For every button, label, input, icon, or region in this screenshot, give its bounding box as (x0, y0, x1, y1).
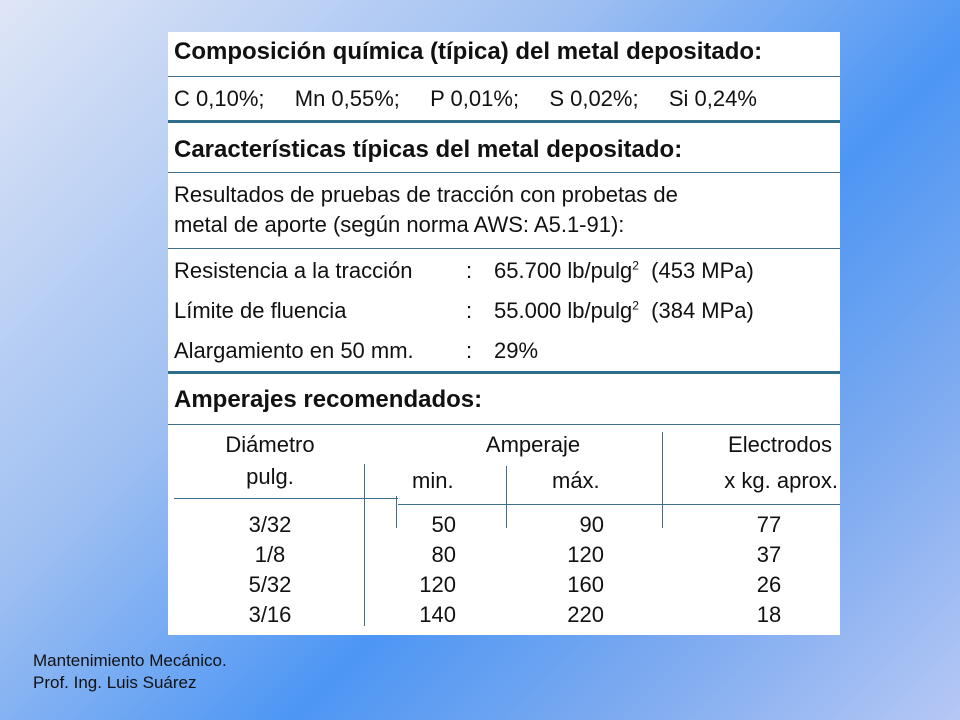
element-s: S 0,02%; (549, 86, 639, 111)
table-rule (398, 504, 840, 505)
element-si: Si 0,24% (668, 86, 757, 111)
table-cell: 50 (431, 512, 456, 537)
table-cell: 77 (756, 512, 782, 537)
property-exponent: 2 (632, 298, 639, 313)
property-colon: : (466, 298, 473, 323)
divider (168, 76, 840, 77)
table-cell: 18 (756, 602, 782, 627)
property-label: Resistencia a la tracción (174, 258, 413, 283)
footer-author: Prof. Ing. Luis Suárez (33, 673, 197, 692)
table-cell: 3/32 (248, 512, 292, 537)
property-metric: (453 MPa) (651, 258, 754, 283)
divider-thick (168, 120, 840, 123)
table-cell: 3/16 (248, 602, 292, 627)
amperages-heading: Amperajes recomendados: (174, 386, 483, 413)
divider (168, 248, 840, 249)
property-value (494, 338, 538, 364)
characteristics-heading: Características típicas del metal depositado: (174, 136, 683, 163)
divider (168, 424, 840, 425)
table-rule (662, 432, 663, 528)
electrodes-column (742, 510, 796, 630)
table-rule (174, 498, 390, 499)
table-cell: 120 (419, 572, 456, 597)
diameter-column (208, 510, 332, 630)
property-metric: (384 MPa) (651, 298, 754, 323)
property-value-text: 65.700 lb/pulg (494, 258, 633, 283)
table-cell: 37 (756, 542, 782, 567)
table-cell: 120 (567, 542, 604, 567)
table-cell: 1/8 (254, 542, 286, 567)
element-mn: Mn 0,55%; (294, 86, 400, 111)
header-electrodes: Electrodos (728, 432, 832, 457)
table-rule (364, 464, 365, 626)
footer-course: Mantenimiento Mecánico. (33, 651, 227, 670)
tensile-intro-line2: metal de aporte (según norma AWS: A5.1-91): (174, 212, 625, 237)
table-cell: 90 (579, 512, 604, 537)
tensile-intro-line1: Resultados de pruebas de tracción con probetas de (174, 182, 678, 207)
composition-values (174, 86, 757, 112)
table-rule (390, 498, 398, 499)
property-value-text: 55.000 lb/pulg (494, 298, 633, 323)
composition-heading: Composición química (típica) del metal depositado: (174, 38, 763, 65)
header-min: min. (412, 468, 454, 493)
header-diameter-unit: pulg. (246, 464, 294, 489)
table-cell: 5/32 (248, 572, 292, 597)
table-cell: 220 (567, 602, 604, 627)
header-amperage: Amperaje (485, 432, 581, 457)
slide-footer (33, 650, 227, 694)
table-cell: 160 (567, 572, 604, 597)
min-column (392, 510, 456, 630)
spec-sheet (168, 32, 840, 635)
property-value-text: 29% (494, 338, 539, 363)
divider (168, 172, 840, 173)
table-rule (506, 466, 507, 528)
header-diameter: Diámetro (225, 432, 315, 457)
header-electrodes-unit: x kg. aprox. (724, 468, 838, 493)
property-exponent: 2 (632, 258, 639, 273)
element-p: P 0,01%; (430, 86, 520, 111)
property-label: Límite de fluencia (174, 298, 347, 323)
table-cell: 80 (431, 542, 456, 567)
table-cell: 26 (756, 572, 782, 597)
property-value (494, 298, 754, 324)
table-cell: 140 (419, 602, 456, 627)
property-colon: : (466, 258, 473, 283)
divider-thick (168, 371, 840, 374)
property-label: Alargamiento en 50 mm. (174, 338, 414, 363)
property-value (494, 258, 754, 284)
max-column (536, 510, 604, 630)
header-max: máx. (552, 468, 600, 493)
property-colon: : (466, 338, 473, 363)
element-c: C 0,10%; (174, 86, 265, 111)
